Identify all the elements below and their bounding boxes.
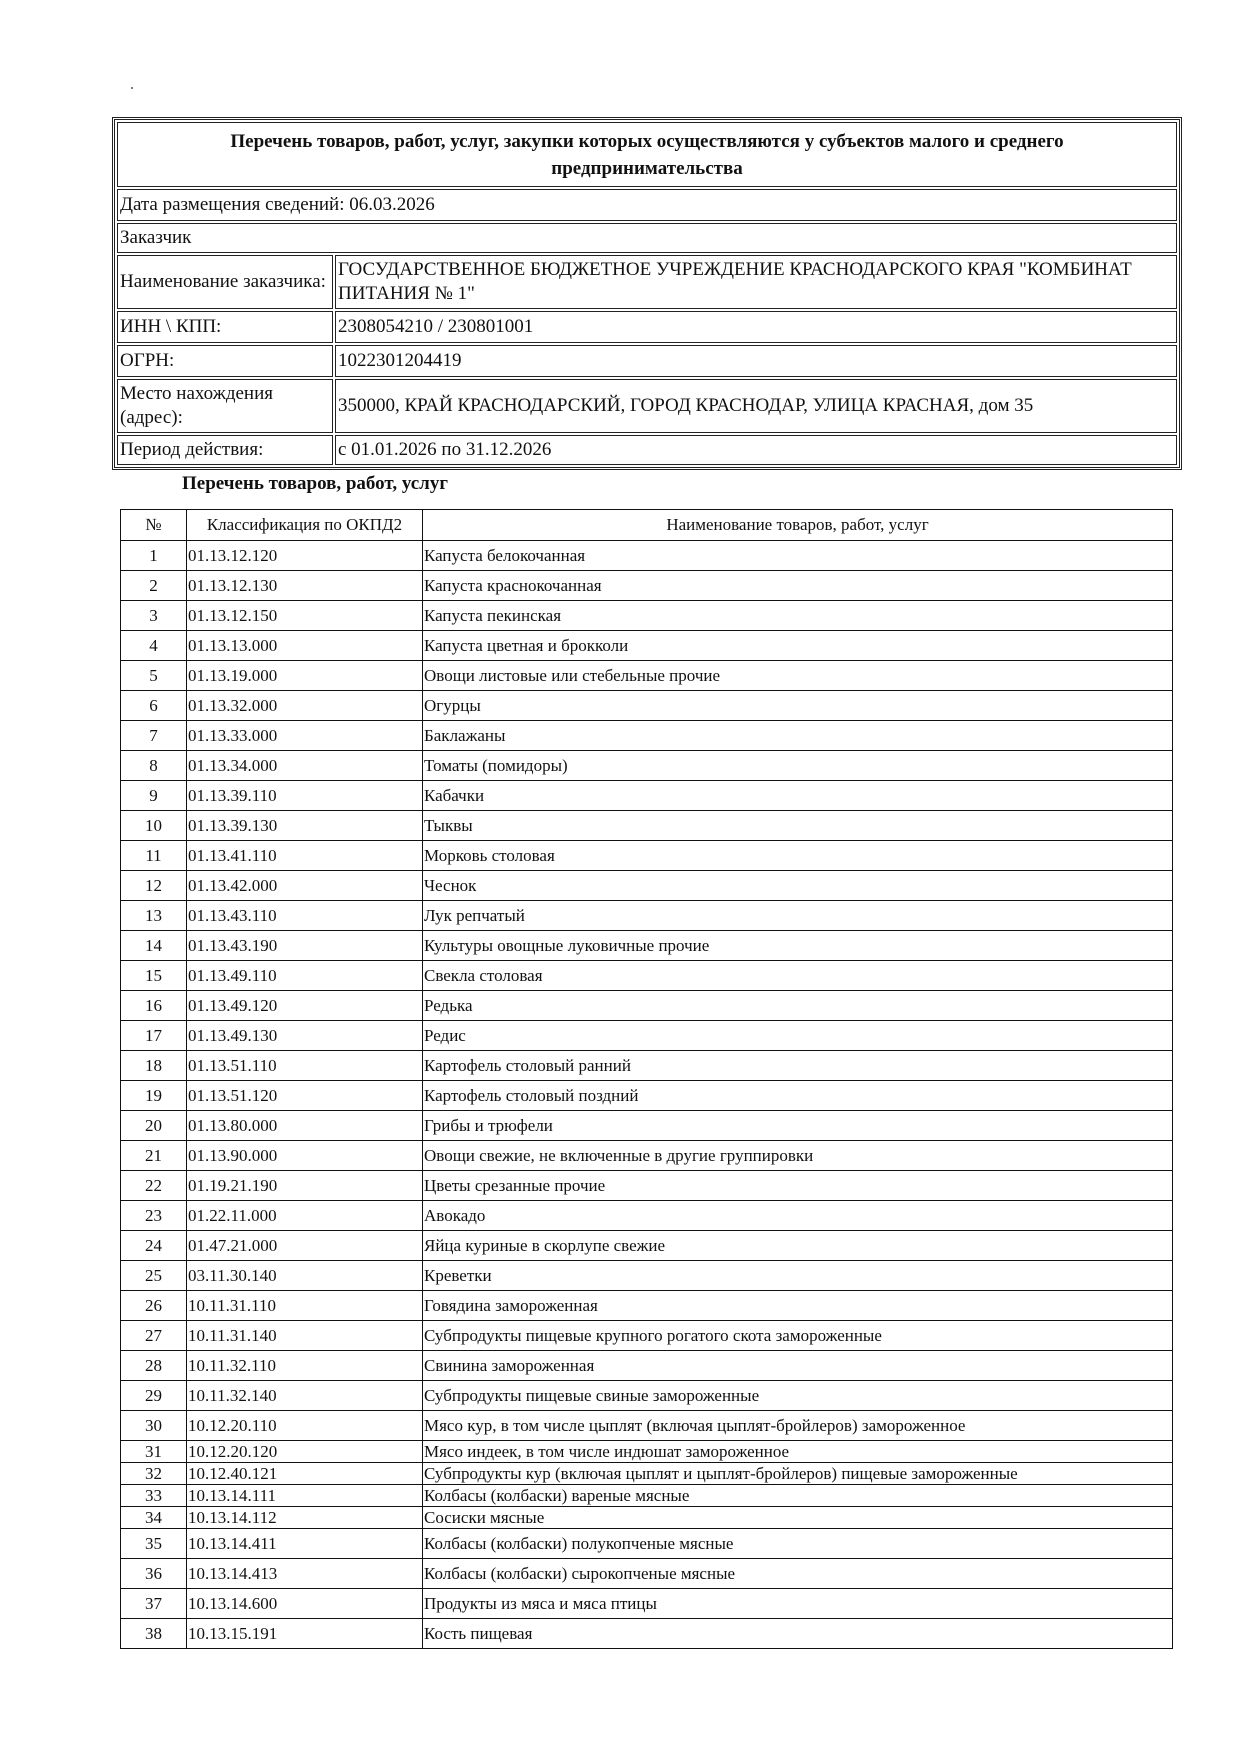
okpd2-code: 01.47.21.000	[187, 1231, 423, 1261]
table-row	[121, 1619, 1173, 1649]
okpd2-code: 01.13.43.110	[187, 901, 423, 931]
row-number: 5	[121, 661, 187, 691]
row-number: 32	[121, 1463, 187, 1485]
row-number: 25	[121, 1261, 187, 1291]
table-row	[121, 931, 1173, 961]
row-number: 31	[121, 1441, 187, 1463]
row-number: 8	[121, 751, 187, 781]
okpd2-code: 10.12.40.121	[187, 1463, 423, 1485]
item-name: Капуста белокочанная	[423, 541, 1173, 571]
okpd2-code: 01.19.21.190	[187, 1171, 423, 1201]
customer-info-table	[112, 117, 1182, 470]
row-number: 16	[121, 991, 187, 1021]
row-number: 12	[121, 871, 187, 901]
row-number: 23	[121, 1201, 187, 1231]
okpd2-code: 10.13.14.411	[187, 1529, 423, 1559]
table-row	[121, 811, 1173, 841]
okpd2-code: 10.12.20.110	[187, 1411, 423, 1441]
table-row	[121, 1463, 1173, 1485]
okpd2-code: 01.13.12.130	[187, 571, 423, 601]
item-name: Мясо индеек, в том числе индюшат замороженное	[423, 1441, 1173, 1463]
table-row	[121, 1441, 1173, 1463]
table-row	[121, 961, 1173, 991]
address-value: 350000, КРАЙ КРАСНОДАРСКИЙ, ГОРОД КРАСНОДАР, УЛИЦА КРАСНАЯ, дом 35	[335, 379, 1177, 433]
item-name: Продукты из мяса и мяса птицы	[423, 1589, 1173, 1619]
row-number: 36	[121, 1559, 187, 1589]
row-number: 28	[121, 1351, 187, 1381]
table-row	[121, 631, 1173, 661]
item-name: Колбасы (колбаски) вареные мясные	[423, 1485, 1173, 1507]
row-number: 2	[121, 571, 187, 601]
item-name: Редька	[423, 991, 1173, 1021]
item-name: Кабачки	[423, 781, 1173, 811]
item-name: Субпродукты пищевые крупного рогатого скота замороженные	[423, 1321, 1173, 1351]
table-row	[121, 601, 1173, 631]
customer-section-label: Заказчик	[117, 223, 1177, 253]
okpd2-code: 01.13.19.000	[187, 661, 423, 691]
okpd2-code: 10.11.32.140	[187, 1381, 423, 1411]
item-name: Культуры овощные луковичные прочие	[423, 931, 1173, 961]
row-number: 13	[121, 901, 187, 931]
items-table-body	[121, 541, 1173, 1649]
row-number: 1	[121, 541, 187, 571]
row-number: 19	[121, 1081, 187, 1111]
item-name: Томаты (помидоры)	[423, 751, 1173, 781]
row-number: 4	[121, 631, 187, 661]
row-number: 21	[121, 1141, 187, 1171]
okpd2-code: 10.13.15.191	[187, 1619, 423, 1649]
row-number: 33	[121, 1485, 187, 1507]
item-name: Овощи листовые или стебельные прочие	[423, 661, 1173, 691]
okpd2-code: 01.13.49.120	[187, 991, 423, 1021]
table-row	[121, 1021, 1173, 1051]
item-name: Свекла столовая	[423, 961, 1173, 991]
publication-date: Дата размещения сведений: 06.03.2026	[117, 189, 1177, 221]
okpd2-code: 01.13.41.110	[187, 841, 423, 871]
item-name: Кость пищевая	[423, 1619, 1173, 1649]
table-row	[121, 541, 1173, 571]
row-number: 17	[121, 1021, 187, 1051]
row-number: 22	[121, 1171, 187, 1201]
row-number: 14	[121, 931, 187, 961]
table-row	[121, 721, 1173, 751]
okpd2-code: 01.22.11.000	[187, 1201, 423, 1231]
item-name: Овощи свежие, не включенные в другие группировки	[423, 1141, 1173, 1171]
table-row	[121, 991, 1173, 1021]
okpd2-code: 01.13.34.000	[187, 751, 423, 781]
table-row	[121, 1231, 1173, 1261]
row-number: 30	[121, 1411, 187, 1441]
row-number: 20	[121, 1111, 187, 1141]
okpd2-code: 01.13.39.110	[187, 781, 423, 811]
inn-kpp-label: ИНН \ КПП:	[117, 311, 333, 343]
table-row	[121, 751, 1173, 781]
row-number: 10	[121, 811, 187, 841]
item-name: Колбасы (колбаски) полукопченые мясные	[423, 1529, 1173, 1559]
okpd2-code: 10.13.14.112	[187, 1507, 423, 1529]
item-name: Говядина замороженная	[423, 1291, 1173, 1321]
okpd2-code: 10.12.20.120	[187, 1441, 423, 1463]
row-number: 24	[121, 1231, 187, 1261]
item-name: Чеснок	[423, 871, 1173, 901]
items-list-title: Перечень товаров, работ, услуг	[182, 473, 448, 494]
okpd2-code: 01.13.12.150	[187, 601, 423, 631]
item-name: Колбасы (колбаски) сырокопченые мясные	[423, 1559, 1173, 1589]
okpd2-code: 03.11.30.140	[187, 1261, 423, 1291]
item-name: Баклажаны	[423, 721, 1173, 751]
item-name: Яйца куриные в скорлупе свежие	[423, 1231, 1173, 1261]
table-row	[121, 661, 1173, 691]
row-number: 26	[121, 1291, 187, 1321]
item-name: Креветки	[423, 1261, 1173, 1291]
item-name: Капуста цветная и брокколи	[423, 631, 1173, 661]
row-number: 37	[121, 1589, 187, 1619]
customer-name-label: Наименование заказчика:	[117, 255, 333, 309]
okpd2-code: 10.11.32.110	[187, 1351, 423, 1381]
table-row	[121, 1111, 1173, 1141]
item-name: Авокадо	[423, 1201, 1173, 1231]
item-name: Субпродукты кур (включая цыплят и цыплят-бройлеров) пищевые замороженные	[423, 1463, 1173, 1485]
table-row	[121, 1141, 1173, 1171]
okpd2-code: 01.13.12.120	[187, 541, 423, 571]
okpd2-code: 01.13.13.000	[187, 631, 423, 661]
okpd2-code: 01.13.80.000	[187, 1111, 423, 1141]
ogrn-value: 1022301204419	[335, 345, 1177, 377]
okpd2-code: 10.13.14.111	[187, 1485, 423, 1507]
okpd2-code: 10.11.31.110	[187, 1291, 423, 1321]
table-row	[121, 1081, 1173, 1111]
row-number: 29	[121, 1381, 187, 1411]
okpd2-code: 01.13.39.130	[187, 811, 423, 841]
table-row	[121, 1589, 1173, 1619]
header-name: Наименование товаров, работ, услуг	[423, 510, 1173, 541]
row-number: 11	[121, 841, 187, 871]
row-number: 34	[121, 1507, 187, 1529]
row-number: 7	[121, 721, 187, 751]
okpd2-code: 10.13.14.600	[187, 1589, 423, 1619]
okpd2-code: 01.13.51.120	[187, 1081, 423, 1111]
okpd2-code: 01.13.32.000	[187, 691, 423, 721]
table-row	[121, 1321, 1173, 1351]
okpd2-code: 01.13.51.110	[187, 1051, 423, 1081]
okpd2-code: 01.13.90.000	[187, 1141, 423, 1171]
row-number: 35	[121, 1529, 187, 1559]
table-row	[121, 1291, 1173, 1321]
okpd2-code: 01.13.33.000	[187, 721, 423, 751]
row-number: 38	[121, 1619, 187, 1649]
row-number: 9	[121, 781, 187, 811]
table-row	[121, 1351, 1173, 1381]
table-row	[121, 691, 1173, 721]
item-name: Капуста краснокочанная	[423, 571, 1173, 601]
item-name: Цветы срезанные прочие	[423, 1171, 1173, 1201]
header-number: №	[121, 510, 187, 541]
table-row	[121, 1559, 1173, 1589]
item-name: Капуста пекинская	[423, 601, 1173, 631]
item-name: Лук репчатый	[423, 901, 1173, 931]
table-row	[121, 1051, 1173, 1081]
table-row	[121, 781, 1173, 811]
item-name: Картофель столовый поздний	[423, 1081, 1173, 1111]
table-row	[121, 901, 1173, 931]
document-title: Перечень товаров, работ, услуг, закупки которых осуществляются у субъектов малого и среднего предпринимательства	[117, 122, 1177, 187]
table-row	[121, 1411, 1173, 1441]
period-value: с 01.01.2026 по 31.12.2026	[335, 435, 1177, 465]
row-number: 3	[121, 601, 187, 631]
item-name: Морковь столовая	[423, 841, 1173, 871]
item-name: Редис	[423, 1021, 1173, 1051]
row-number: 6	[121, 691, 187, 721]
customer-name-value: ГОСУДАРСТВЕННОЕ БЮДЖЕТНОЕ УЧРЕЖДЕНИЕ КРАСНОДАРСКОГО КРАЯ "КОМБИНАТ ПИТАНИЯ № 1"	[335, 255, 1177, 309]
row-number: 27	[121, 1321, 187, 1351]
table-row	[121, 1381, 1173, 1411]
table-row	[121, 1507, 1173, 1529]
table-row	[121, 841, 1173, 871]
table-row	[121, 1529, 1173, 1559]
header-okpd2: Классификация по ОКПД2	[187, 510, 423, 541]
table-row	[121, 1485, 1173, 1507]
row-number: 15	[121, 961, 187, 991]
address-label: Место нахождения (адрес):	[117, 379, 333, 433]
item-name: Субпродукты пищевые свиные замороженные	[423, 1381, 1173, 1411]
table-row	[121, 1261, 1173, 1291]
item-name: Огурцы	[423, 691, 1173, 721]
ogrn-label: ОГРН:	[117, 345, 333, 377]
inn-kpp-value: 2308054210 / 230801001	[335, 311, 1177, 343]
table-row	[121, 1171, 1173, 1201]
row-number: 18	[121, 1051, 187, 1081]
okpd2-code: 10.13.14.413	[187, 1559, 423, 1589]
table-row	[121, 1201, 1173, 1231]
item-name: Грибы и трюфели	[423, 1111, 1173, 1141]
okpd2-code: 10.11.31.140	[187, 1321, 423, 1351]
item-name: Тыквы	[423, 811, 1173, 841]
items-table-header	[121, 510, 1173, 541]
item-name: Картофель столовый ранний	[423, 1051, 1173, 1081]
item-name: Сосиски мясные	[423, 1507, 1173, 1529]
item-name: Мясо кур, в том числе цыплят (включая цыплят-бройлеров) замороженное	[423, 1411, 1173, 1441]
okpd2-code: 01.13.49.130	[187, 1021, 423, 1051]
okpd2-code: 01.13.49.110	[187, 961, 423, 991]
okpd2-code: 01.13.43.190	[187, 931, 423, 961]
okpd2-code: 01.13.42.000	[187, 871, 423, 901]
items-table	[120, 509, 1173, 1649]
scan-speck	[131, 87, 133, 89]
table-row	[121, 871, 1173, 901]
item-name: Свинина замороженная	[423, 1351, 1173, 1381]
period-label: Период действия:	[117, 435, 333, 465]
table-row	[121, 571, 1173, 601]
